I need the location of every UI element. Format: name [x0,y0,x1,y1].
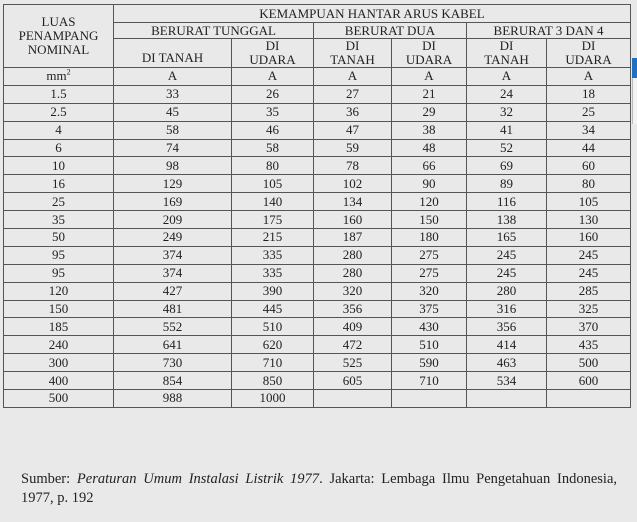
source-citation [21,470,617,508]
window-edge-accent [632,58,637,78]
main-header: KEMAMPUAN HANTAR ARUS KABEL [114,5,631,23]
current-cell: 988 [114,390,232,408]
current-cell: 187 [314,229,392,247]
current-cell: 130 [547,211,631,229]
current-cell: 375 [392,300,467,318]
current-cell: 325 [547,300,631,318]
current-cell: 160 [547,229,631,247]
current-cell: 280 [314,246,392,264]
current-cell: 44 [547,139,631,157]
current-cell: 356 [467,318,547,336]
current-cell: 710 [392,372,467,390]
area-cell: 50 [4,229,114,247]
cable-current-table [3,4,631,408]
current-cell: 245 [467,246,547,264]
current-cell: 78 [314,157,392,175]
current-cell: 66 [392,157,467,175]
current-cell: 374 [114,246,232,264]
area-cell: 2.5 [4,103,114,121]
source-title: Peraturan Umum Instalasi Listrik 1977 [76,471,320,487]
table-row [4,229,631,247]
current-cell: 80 [547,175,631,193]
area-cell: 150 [4,300,114,318]
current-cell: 140 [232,193,314,211]
current-cell: 47 [314,121,392,139]
current-cell: 285 [547,282,631,300]
table-row [4,336,631,354]
current-cell: 116 [467,193,547,211]
area-cell: 16 [4,175,114,193]
group-header-single-core: BERURAT TUNGGAL [114,23,314,39]
current-cell: 175 [232,211,314,229]
current-cell: 245 [547,246,631,264]
subheader-single-ground: DI TANAH [114,39,232,68]
table-row [4,390,631,408]
subheader-single-air: DI UDARA [232,39,314,68]
area-column-header: LUAS PENAMPANG NOMINAL [4,5,114,68]
current-cell: 180 [392,229,467,247]
current-cell: 26 [232,85,314,103]
current-cell: 590 [392,354,467,372]
group-header-three-four-core: BERURAT 3 DAN 4 [467,23,631,39]
current-cell: 34 [547,121,631,139]
current-cell: 58 [114,121,232,139]
current-cell: 605 [314,372,392,390]
area-cell: 300 [4,354,114,372]
table-row [4,318,631,336]
current-cell: 710 [232,354,314,372]
current-cell: 463 [467,354,547,372]
table-row [4,103,631,121]
current-cell: 102 [314,175,392,193]
current-cell: 169 [114,193,232,211]
table-row [4,85,631,103]
current-cell: 427 [114,282,232,300]
current-cell: 32 [467,103,547,121]
current-cell: 249 [114,229,232,247]
current-cell: 120 [392,193,467,211]
current-cell: 69 [467,157,547,175]
current-cell: 510 [232,318,314,336]
current-cell: 335 [232,264,314,282]
unit-current-cell: A [467,68,547,86]
current-cell: 46 [232,121,314,139]
current-cell: 209 [114,211,232,229]
current-cell: 370 [547,318,631,336]
area-cell: 35 [4,211,114,229]
source-rest: . Jakarta: Lembaga Ilmu Pengetahuan Indonesia, 1977, p. 192 [21,471,618,506]
current-cell: 472 [314,336,392,354]
area-cell: 95 [4,264,114,282]
unit-area-cell [4,68,114,86]
current-cell: 80 [232,157,314,175]
table-row [4,121,631,139]
area-cell: 10 [4,157,114,175]
current-cell: 641 [114,336,232,354]
current-cell: 138 [467,211,547,229]
unit-current-cell: A [547,68,631,86]
area-cell: 185 [4,318,114,336]
current-cell: 390 [232,282,314,300]
table-row [4,300,631,318]
group-header-two-core: BERURAT DUA [314,23,467,39]
area-cell: 95 [4,246,114,264]
table-row [4,354,631,372]
current-cell: 160 [314,211,392,229]
current-cell: 105 [547,193,631,211]
current-cell: 24 [467,85,547,103]
current-cell: 435 [547,336,631,354]
current-cell: 36 [314,103,392,121]
current-cell: 27 [314,85,392,103]
unit-area-exponent: 2 [66,68,71,78]
current-cell: 850 [232,372,314,390]
current-cell: 215 [232,229,314,247]
current-cell: 481 [114,300,232,318]
table-row [4,282,631,300]
table-row [4,193,631,211]
current-cell: 89 [467,175,547,193]
current-cell: 38 [392,121,467,139]
current-cell: 280 [467,282,547,300]
table-row [4,175,631,193]
area-cell: 120 [4,282,114,300]
current-cell: 245 [547,264,631,282]
area-cell: 240 [4,336,114,354]
area-cell: 500 [4,390,114,408]
current-cell: 33 [114,85,232,103]
unit-current-cell: A [314,68,392,86]
current-cell: 552 [114,318,232,336]
unit-current-cell: A [392,68,467,86]
current-cell: 29 [392,103,467,121]
current-cell: 854 [114,372,232,390]
units-row [4,68,631,86]
current-cell: 45 [114,103,232,121]
current-cell: 510 [392,336,467,354]
current-cell: 245 [467,264,547,282]
current-cell: 48 [392,139,467,157]
current-cell: 275 [392,264,467,282]
current-cell: 356 [314,300,392,318]
current-cell: 500 [547,354,631,372]
current-cell: 59 [314,139,392,157]
current-cell: 280 [314,264,392,282]
table-row [4,211,631,229]
current-cell [392,390,467,408]
current-cell: 409 [314,318,392,336]
current-cell: 414 [467,336,547,354]
current-cell: 320 [392,282,467,300]
area-cell: 1.5 [4,85,114,103]
table-row [4,157,631,175]
current-cell: 320 [314,282,392,300]
current-cell: 25 [547,103,631,121]
table-row [4,139,631,157]
current-cell: 18 [547,85,631,103]
source-prefix: Sumber: [21,471,77,487]
area-cell: 4 [4,121,114,139]
current-cell: 165 [467,229,547,247]
subheader-two-air: DI UDARA [392,39,467,68]
current-cell: 60 [547,157,631,175]
table-row [4,264,631,282]
current-cell: 430 [392,318,467,336]
current-cell: 335 [232,246,314,264]
unit-current-cell: A [232,68,314,86]
current-cell: 105 [232,175,314,193]
current-cell: 41 [467,121,547,139]
subheader-three-air: DI UDARA [547,39,631,68]
current-cell [314,390,392,408]
current-cell: 90 [392,175,467,193]
current-cell [467,390,547,408]
current-cell: 445 [232,300,314,318]
area-cell: 25 [4,193,114,211]
area-cell: 6 [4,139,114,157]
unit-area-text: mm [46,68,67,84]
current-cell: 1000 [232,390,314,408]
subheader-two-ground: DI TANAH [314,39,392,68]
current-cell: 525 [314,354,392,372]
current-cell: 74 [114,139,232,157]
current-cell: 275 [392,246,467,264]
table-row [4,246,631,264]
current-cell: 316 [467,300,547,318]
current-cell: 52 [467,139,547,157]
table-row [4,372,631,390]
current-cell: 35 [232,103,314,121]
current-cell: 620 [232,336,314,354]
current-cell: 21 [392,85,467,103]
current-cell: 98 [114,157,232,175]
current-cell: 730 [114,354,232,372]
unit-current-cell: A [114,68,232,86]
current-cell [547,390,631,408]
current-cell: 600 [547,372,631,390]
current-cell: 534 [467,372,547,390]
current-cell: 58 [232,139,314,157]
subheader-three-ground: DI TANAH [467,39,547,68]
current-cell: 134 [314,193,392,211]
area-cell: 400 [4,372,114,390]
current-cell: 150 [392,211,467,229]
current-cell: 374 [114,264,232,282]
current-cell: 129 [114,175,232,193]
